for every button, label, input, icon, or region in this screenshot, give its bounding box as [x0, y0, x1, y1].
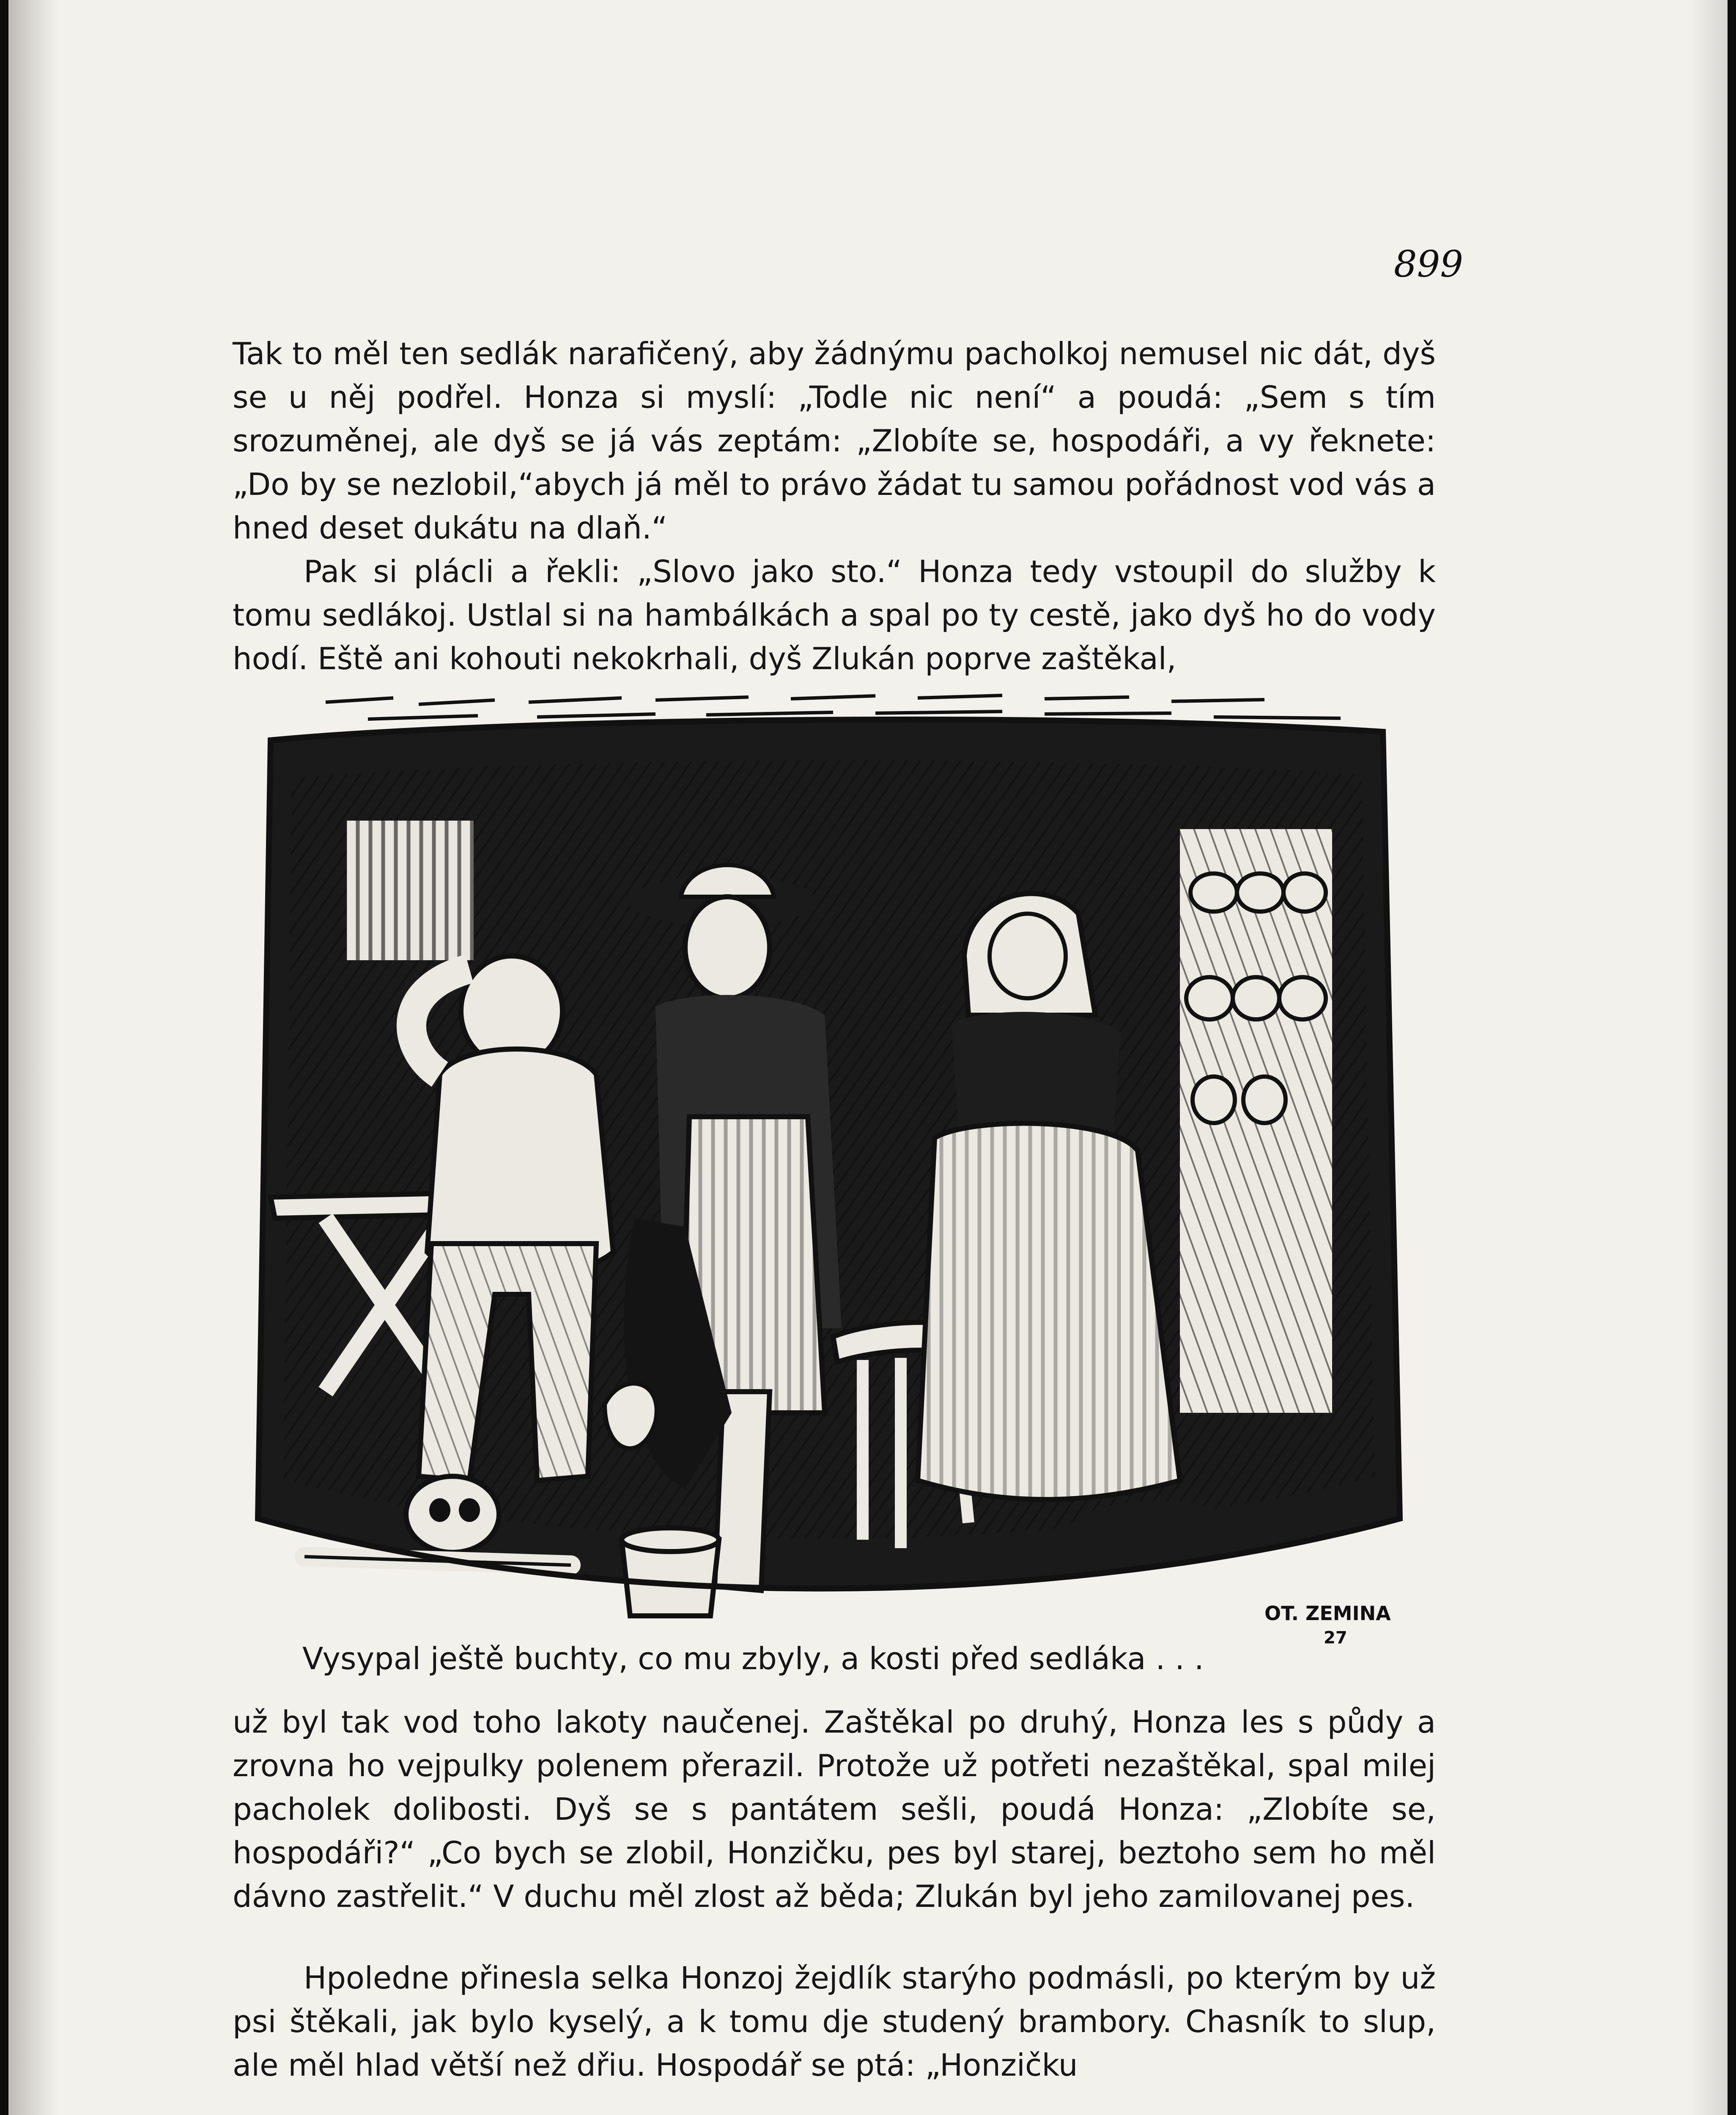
illustration-caption: Vysypal ještě buchty, co mu zbyly, a kosti před sedláka . . . — [302, 1641, 1204, 1676]
paragraph: už byl tak vod toho lakoty naučenej. Zaštěkal po druhý, Honza les s půdy a zrovna ho vejpulky polenem přerazil. Protože už potřeti nezaštěkal, spal milej pacholek dolibosti. Dyš se s pantátem sešli, poudá Honza: „Zlobíte se, hospodáři?“ „Co bych se zlobil, Honzičku, pes byl starej, beztoho sem ho měl dávno zastřelit.“ V duchu měl zlost až běda; Zlukán byl jeho zamilovanej pes. — [233, 1704, 1436, 1914]
signature-line1: OT. ZEMINA — [1264, 1602, 1391, 1625]
paragraph: Tak to měl ten sedlák naraﬁčený, aby žádnýmu pacholkoj nemusel nic dát, dyš se u něj podřel. Honza si myslí: „Todle nic není“ a poudá: „Sem s tím srozuměnej, ale dyš se já vás zeptám: „Zlobíte se, hospodáři, a vy řeknete: „Do by se nezlobil,“abych já měl to právo žádat tu samou pořádnost vod vás a hned deset dukátu na dlaň.“ — [233, 336, 1436, 546]
paragraph: Hpoledne přinesla selka Honzoj žejdlík starýho podmásli, po kterým by už psi štěkali, jak bylo kyselý, a k tomu dje studený brambory. Chasník to slup, ale měl hlad větší než dřiu. Hospodář se ptá: „Honzičku — [233, 1960, 1436, 2083]
illustration-kitchen-scene — [241, 694, 1417, 1662]
page-number: 899 — [1393, 243, 1463, 286]
signature-line2: 27 — [1324, 1628, 1347, 1648]
paragraph: Pak si plácli a řekli: „Slovo jako sto.“ Honza tedy vstoupil do služby k tomu sedlákoj. Ustlal si na hambálkách a spal po ty cestě, jako dyš ho do vody hodí. Eště ani kohouti nekokrhali, dyš Zlukán poprve zaštěkal, — [233, 554, 1436, 676]
book-page — [8, 0, 1728, 2115]
